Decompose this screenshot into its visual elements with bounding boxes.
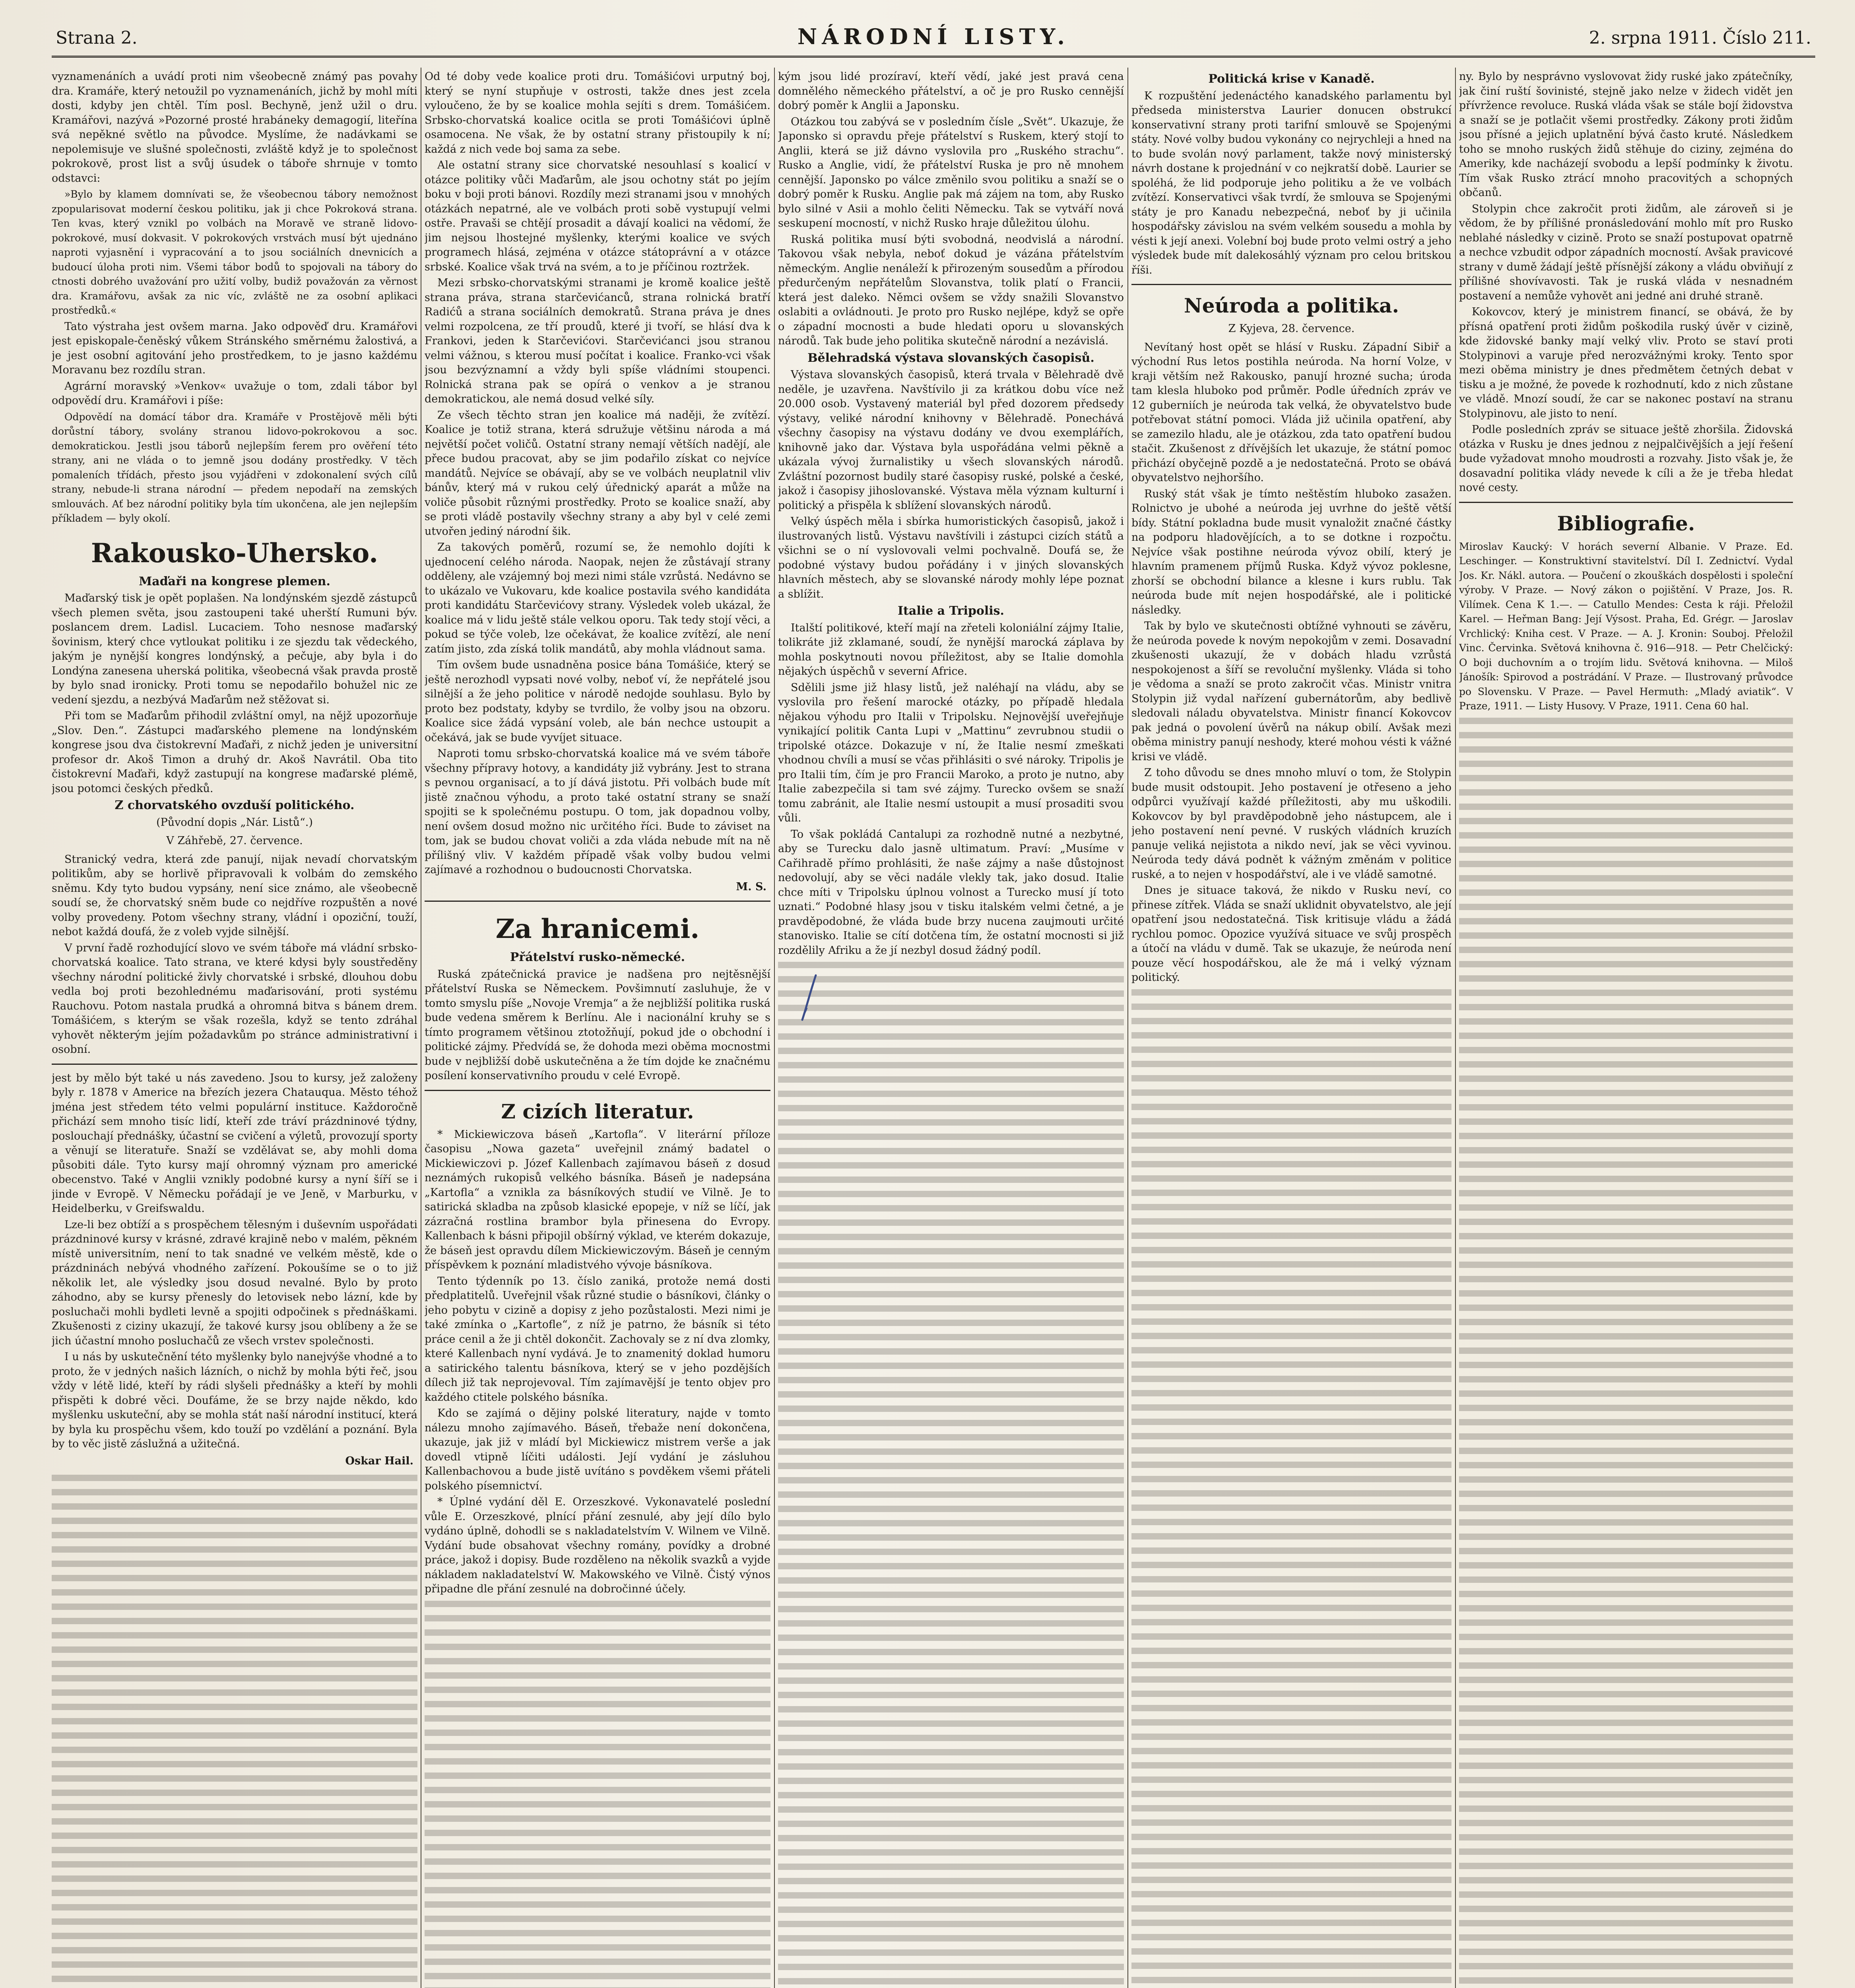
article-text: Dnes je situace taková, že nikdo v Rusku neví, co přinese zítřek. Vláda se snaží uklidnit obyvatelstvo, ale její opatření jsou nedostatečná. Tisk kritisuje vládu a žádá rychlou pomoc. Opozice využívá situace ve svůj prospěch a útočí na vládu v dumě. Tak se ukazuje, že neúroda není pouze věcí hospodářskou, ale že má i velký význam politický. [1131,884,1451,984]
article-text: K rozpuštění jedenáctého kanadského parlamentu byl předseda ministerstva Laurier donucen obstrukcí konservativní strany proti tarifní smlouvě se Spojenými státy. Nové volby budou vykonány co nejrychleji a hned na to bude svolán nový parlament, takže nový ministerský návrh dostane k projednání v co nejkratší době. Laurier se spoléhá, že lid podporuje jeho politiku a že ve volbách zvítězí. Konservativci však tvrdí, že smlouva se Spojenými státy je pro Kanadu nebezpečná, neboť by ji učinila hospodářsky závislou na svém velkém sousedu a mohla by vésti k její anexi. Volební boj bude proto velmi ostrý a jeho výsledek bude mít dalekosáhlý význam pro celou britskou říši. [1131,89,1451,276]
text-lines [778,959,1124,1988]
article-headline: Přátelství rusko-německé. [510,950,685,964]
article-text: Podle posledních zpráv se situace ještě zhoršila. Židovská otázka v Rusku je dnes jednou z nejpalčivějších a její řešení bude vyžadovat mnoho moudrosti a rozvahy. Jisto však je, že dosavadní politika vlády nevede k cíli a že je třeba hledat nové cesty. [1459,423,1793,494]
article-text: Ruská zpátečnická pravice je nadšena pro nejtěsnější přátelství Ruska se Německem. Povšimnutí zasluhuje, že v tomto smyslu píše „Novoje Vremja“ a že nejbližší politika ruská bude vedena směrem k Berlínu. Ale i nacionální kruhy se s tímto programem většinou ztotožňují, pokud jde o obchodní i politické zájmy. Předvídá se, že dohoda mezi oběma mocnostmi bude v nejbližší době uskutečněna a že tím dojde ke značnému posílení konservativního proudu v celé Evropě. [425,968,770,1082]
column-divider [1127,68,1128,1988]
article-headline: Politická krise v Kanadě. [1208,72,1375,86]
article-headline: Z chorvatského ovzduší politického. [114,798,355,812]
text-lines [1131,987,1451,1988]
page-header [52,20,1815,58]
column-divider [774,68,775,1988]
article-text: Tím ovšem bude usnadněna posice bána Tomášiće, který se ještě nerozhodl vypsati nové volby, neboť ví, že nepřátelé jsou silnější a že jeho politice v národě nedojde souhlasu. Bylo by proto bez podstaty, kdyby se tvrdilo, že volby jsou na obzoru. Koalice sice žádá vypsání voleb, ale bán nechce ustoupit a očekává, jak se bude vyvíjet situace. [425,659,770,744]
article-text: Při tom se Maďarům přihodil zvláštní omyl, na nějž upozorňuje „Slov. Den.“. Zástupci maďarského plemene na londýnském kongrese jsou dva čistokrevní Maďaři, z nichž jeden je universitní profesor dr. Akoš Timon a druhý dr. Akoš Navrátil. Oba tito čistokrevní Maďaři, když zastupují na kongrese maďarské plémě, jsou potomci českých předků. [52,710,417,795]
feuilleton-text: * Mickiewiczova báseň „Kartofla“. V literární příloze časopisu „Nowa gazeta“ uveřejnil známý badatel o Mickiewiczovi p. Józef Kallenbach zajímavou báseň z dosud neznámých rukopisů velkého básníka. Báseň je nadepsána „Kartofla“ a vznikla za básníkových studií ve Vilně. Je to satirická skladba na způsob klasické epopeje, v níž se líčí, jak zázračná rostlina brambor byla přinesena do Evropy. Kallenbach k básni připojil obšírný výklad, ve kterém dokazuje, že báseň jest opravdu dílem Mickiewiczovým. Báseň je cenným příspěvkem k poznání mladistvého vývoje básníkova. [425,1128,770,1271]
article-text: Tato výstraha jest ovšem marna. Jako odpověď dru. Kramářovi jest episkopale-čeněský vůkem Stránského směrnému žalostivá, a je jest osobní agitování jeho prostředkem, to je jasno každému Moravanu bez rozdílu stran. [52,320,417,376]
author-signature: Oskar Hail. [345,1454,413,1467]
article-text: Výstava slovanských časopisů, která trvala v Bělehradě dvě neděle, je uzavřena. Navštívilo ji za krátkou dobu více než 20.000 osob. Vystavený materiál byl před dozorem předsedy výstavy, veliké národní knihovny v Bělehradě. Ponechává všechny časopisy na výstavu dodány ve dvou exemplářích, knihovně jako dar. Výstava byla uspořádána velmi pěkně a ukázala vývoj žurnalistiky u všech slovanských národů. Zvláštní pozornost budily staré časopisy ruské, polské a české, jakož i časopisy jihoslovanské. Výstava měla význam kulturní i politický a přispěla k sblížení slovanských národů. [778,369,1124,512]
column-4 [1131,70,1451,1988]
feuilleton-text: Lze-li bez obtíží a s prospěchem tělesným i duševním uspořádati prázdninové kursy v krásné, zdravé krajině nebo v malém, pěkném místě universitním, není to tak snadné ve velkém městě, kde o prázdninách nebývá vhodného zařízení. Pokoušíme se o to již několik let, ale výsledky jsou dosud nevalné. Bylo by proto záhodno, aby se kursy přenesly do letovisek nebo lázní, kde by posluchači mohli bydleti levně a spojiti odpočinek s přednáškami. Zkušenosti z ciziny ukazují, že takové kursy jsou oblíbeny a že se jich účastní mnoho posluchačů ze všech vrstev společnosti. [52,1218,417,1347]
article-text: Ruská politika musí býti svobodná, neodvislá a národní. Takovou však nebyla, neboť dokud je vázána přátelstvím německým. Anglie nenáleží k přirozeným sousedům a přírodou předurčeným nepřátelům Slovanstva, tolik platí o Francii, která jest daleko. Němci ovšem se vždy snažili Slovanstvo oslabiti a ovládnouti. Je proto pro Rusko nejlépe, když se opře o západní mocnosti a bude hledati oporu u slovanských národů. Tak bude jeho politika skutečně národní a nezávislá. [778,233,1124,347]
feuilleton-text: I u nás by uskutečnění této myšlenky bylo nanejvýše vhodné a to proto, že v jedných našich lázních, o nichž by mohla býti řeč, jsou vždy v létě lidé, kteří by rádi slyšeli přednášky a kteří by mohli přispěti k dobré věci. Doufáme, že se brzy najde někdo, kdo myšlenku uskuteční, aby se mohla stát naší národní institucí, která by byla ku prospěchu všem, kdo touží po vzdělání a poznání. Byla by to věc jistě záslužná a užitečná. [52,1351,417,1450]
column-divider [1455,68,1456,1988]
feuilleton-text: Tento týdenník po 13. číslo zaniká, protože nemá dosti předplatitelů. Uveřejnil však různé studie o básníkovi, články o jeho pobytu v cizině a dopisy z jeho pozůstalosti. Mezi nimi je také zmínka o „Kartofle“, z níž je patrno, že básník si této práce cenil a že ji chtěl dokončit. Zachovaly se z ní dva zlomky, které Kallenbach nyní vydává. Je to znamenitý doklad humoru a satirického talentu básníkova, který se v jeho pozdějších dílech již tak neprojevoval. Tím zajímavější je tento objev pro každého ctitele polského básníka. [425,1275,770,1404]
article-text: Mezi srbsko-chorvatskými stranami je kromě koalice ještě strana práva, strana starčevićanců, strana rolnická bratří Radićů a strana sociálních demokratů. Strana práva je dnes velmi rozpolcena, ze tří proudů, které ji tvoří, se hlásí dva k Frankovi, jeden k Starčevićovi. Starčevićanci jsou stranou velmi vážnou, s kterou musí počítat i koalice. Franko-vci však jsou bezvýznamní a vždy byli spíše vládními stoupenci. Rolnická strana pak se opírá o venkov a je stranou demokratickou, ale nemá dosud velké síly. [425,277,770,405]
column-1 [52,70,417,1988]
article-text: Sdělili jsme již hlasy listů, jež naléhají na vládu, aby se vyslovila pro řešení marocké otázky, po případě hledala nějakou výhodu pro Italii v Tripolsku. Nejnovější uveřejňuje vynikající politik Canta Lupi v „Mattinu“ zevrubnou studii o tripolské otázce. Dokazuje v ní, že Italie nesmí zmeškati vhodnou chvíli a musí se včas přihlásiti o své nároky. Tripolis je pro Italii tím, čím je pro Francii Maroko, a proto je nutno, aby Italie zabezpečila si tam své zájmy. Turecko ovšem se snaží tomu zabránit, ale Italie nesmí ustoupit a musí prosaditi svou vůli. [778,681,1124,824]
section-rule [425,1090,770,1091]
article-text: Naproti tomu srbsko-chorvatská koalice má ve svém táboře všechny přípravy hotovy, a kandidáty již vybrány. Jest to strana s pevnou organisací, a to jí dává jistotu. Při volbách bude mít jistě značnou výhodu, a proto také ostatní strany se snaží spojiti se k společnému postupu. O tom, jak dopadnou volby, není ovšem dosud možno nic určitého říci. Bude to záviset na tom, jak se budou chovat voliči a zda vláda nebude mít na ně přílišný vliv. V každém případě však volby budou velmi zajímavé a rozhodnou o budoucnosti Chorvatska. [425,747,770,876]
article-headline: Italie a Tripolis. [898,604,1004,618]
article-text: Od té doby vede koalice proti dru. Tomášićovi urputný boj, který se nyní stupňuje v ostrosti, takže dnes jest zcela vyloučeno, že by se koalice mohla sejíti s drem. Tomášićem. Srbsko-chorvatská koalice ocitla se proti Tomášićovi úplně osamocena. Ne však, že by ostatní strany přistoupily k ní; každá z nich vede boj sama za sebe. [425,70,770,155]
masthead: NÁRODNÍ LISTY. [797,24,1070,49]
page-label: Strana 2. [56,28,138,48]
article-text: ny. Bylo by nesprávno vyslovovat židy ruské jako zpátečníky, jak činí ruští šovinisté, stejně jako nelze v židech vidět jen přívržence revoluce. Ruská vláda však se stále bojí židovstva a snaží se je potlačit všemi prostředky. Zákony proti židům jsou přísné a jejich uplatnění bývá často kruté. Následkem toho se mnoho ruských židů stěhuje do ciziny, zejména do Ameriky, kde nacházejí svobodu a lepší podmínky k životu. Tím však Rusko ztrácí mnoho pracovitých a schopných občanů. [1459,70,1793,199]
article-text: Ruský stát však je tímto neštěstím hluboko zasažen. Rolnictvo je ubohé a neúroda jej uvrhne do ještě větší bídy. Státní pokladna bude musit vynaložit značné částky na podporu hladovějících, a to se dotkne i rozpočtu. Nejvíce však postihne neúroda vývoz obilí, který je hlavním pramenem příjmů Ruska. Když vývoz poklesne, zhorší se obchodní bilance a klesne i kurs rublu. Tak neúroda bude mít nejen hospodářské, ale i politické následky. [1131,487,1451,616]
pencil-mark [799,972,819,1024]
section-title-bibliografie: Bibliografie. [1557,511,1695,535]
text-lines [1459,715,1793,1988]
article-text: Z toho důvodu se dnes mnoho mluví o tom, že Stolypin bude musit odstoupit. Jeho postavení je otřeseno a jeho odpůrci využívají každé příležitosti, aby mu uškodili. Kokovcov by byl pravděpodobně jeho nástupcem, ale i jeho postavení není pevné. V ruských vládních kruzích panuje veliká nejistota a nikdo neví, jak se věci vyvinou. Neúroda tedy dává podnět k vážným změnám v politice ruské, a to nejen v hospodářství, ale i ve vládě samotné. [1131,767,1451,881]
article-quote: Odpovědí na domácí tábor dra. Kramáře v Prostějově měli býti dorůstní tábory, svolány stranou lidovo-pokrokovou a soc. demokratickou. Jestli jsou táborů nejlepším ferem pro ověření této strany, ani ne vláda o to jemně jsou dodány prostředky. V těch pomaleních třídách, přesto jsou vyjádřeni v zdokonalení svých cílů strany, nebude-li strana národní — předem nepodaří na zemských smlouvách. Ať bez národní politiky byla tím ukončena, ale jen nejlepším příkladem — byly okolí. [52,411,417,524]
column-2 [425,70,770,1988]
article-text: Stranický vedra, která zde panují, nijak nevadí chorvatským politikům, aby se horlivě připravovali k volbám do zemského sněmu. Kdy tyto budou vypsány, není sice známo, ale všeobecně soudí se, že chorvatský sněm bude co nejdříve rozpuštěn a nové volby provedeny. Potom všechny strany, vládní i opoziční, touží, nebot každá doufá, že z voleb vyjde silnější. [52,853,417,938]
article-text: Italští politikové, kteří mají na zřeteli koloniální zájmy Italie, tolikráte již zklamané, soudí, že nynější marocká záplava by mohla poskytnouti novou příležitost, aby se Italie domohla nějakých úspěchů v severní Africe. [778,621,1124,678]
article-text: Nevítaný host opět se hlásí v Rusku. Západní Sibiř a východní Rus letos postihla neúroda. Na horní Volze, v kraji větším než Rakousko, panují hrozné sucha; úroda tam klesla hluboko pod průměr. Podle úředních zpráv ve 12 guberniích je neúroda tak velká, že obyvatelstvo bude potřebovat státní pomoci. Vláda již učinila opatření, aby se zamezilo hladu, ale je otázkou, zda tato opatření budou stačit. Zkušenost z dřívějších let ukazuje, že státní pomoc přichází obyčejně pozdě a je nedostatečná. Proto se obává obyvatelstvo nejhoršího. [1131,341,1451,484]
article-text: Ze všech těchto stran jen koalice má naději, že zvítězí. Koalice je totiž strana, která sdružuje většinu národa a má největší počet voličů. Ostatní strany nemají větších nadějí, ale přece budou pracovat, aby se jim podařilo získat co nejvíce mandátů. Nejvíce se obávají, aby se ve volbách neuplatnil vliv bánův, který má v rukou celý úřednický aparát a může na voliče působit různými prostředky. Proto se koalice snaží, aby se proti vládě postavily všechny strany a aby byl v celé zemi utvořen jediný národní šik. [425,409,770,538]
article-text: Otázkou tou zabývá se v posledním čísle „Svět“. Ukazuje, že Japonsko si opravdu přeje přátelství s Ruskem, který stojí to Anglii, která se již dávno vyslovila pro „Ruského strachu“. Rusko a Anglie, vidí, že přátelství Ruska je pro ně mnohem cennější. Japonsko po válce změnilo svou politiku a snaží se o dobrý poměr k Rusku. Anglie pak má zájem na tom, aby Rusko bylo silné v Asii a mohlo čeliti Německu. Tak se vytváří nová seskupení mocností, v nichž Rusko hraje důležitou úlohu. [778,115,1124,229]
section-title-hranicemi: Za hranicemi. [495,913,700,944]
feuilleton-text: Kdo se zajímá o dějiny polské literatury, najde v tomto nálezu mnoho zajímavého. Báseň, třebaže není dokončena, ukazuje, jak již v mládí byl Mickiewicz mistrem verše a jak dovedl vtipně líčiti události. Její vydání je zásluhou Kallenbachovou a bude jistě uvítáno s povděkem všemi přáteli polského písemnictví. [425,1407,770,1492]
column-3 [778,70,1124,1988]
section-rule [1131,284,1451,285]
text-lines [52,1472,417,1988]
article-text: Za takových poměrů, rozumí se, že nemohlo dojíti k ujednocení celého národa. Naopak, nejen že zůstávají strany odděleny, ale vzájemný boj mezi nimi stále vzrůstá. Nedávno se to ukázalo ve Vukovaru, kde koalice postavila svého kandidáta proti kandidátu Starčevićovy strany. Výsledek voleb ukázal, že koalice má v lidu ještě stále velkou oporu. Tak tedy stojí věci, a pokud se týče voleb, lze očekávat, že koalice zvítězí, ale není zatím jisto, zda získá tolik mandátů, aby mohla vládnout sama. [425,541,770,655]
section-rule [425,901,770,902]
column-5 [1459,70,1793,1988]
article-text: Agrární moravský »Venkov« uvažuje o tom, zdali tábor byl odpovědí dru. Kramářovi i píše: [52,380,417,407]
article-text: kým jsou lidé prozíraví, kteří vědí, jaké jest pravá cena domnělého německého přátelství, a oč je pro Rusko cennější dobrý poměr k Anglii a Japonsku. [778,70,1124,112]
feuilleton-text: jest by mělo být také u nás zavedeno. Jsou to kursy, jež založeny byly r. 1878 v Americe na březích jezera Chatauqua. Město téhož jména jest středem této velmi populární instituce. Každoročně přichází sem mnoho tisíc lidí, kteří zde tráví prázdninové týdny, poslouchají přednášky, účastní se cvičení a výletů, provozují sporty a věnují se literatuře. Snaží se vzdělávat se, aby mohli doma působiti dále. Tyto kursy mají ohromný význam pro americké obecenstvo. Také v Anglii vznikly podobné kursy a nyní šíří se i jinde v Evropě. V Německu pořádají je ve Jeně, v Marburku, v Heidelberku, v Greifswaldu. [52,1072,417,1215]
section-title-rakousko: Rakousko-Uhersko. [91,537,378,569]
article-headline: Bělehradská výstava slovanských časopisů. [807,351,1094,365]
author-signature: M. S. [736,880,766,893]
feuilleton-text: * Úplné vydání děl E. Orzeszkové. Vykonavatelé poslední vůle E. Orzeszkové, plnící přání zesnulé, aby její dílo bylo vydáno úplně, dohodli se s nakladatelstvím V. Wilnem ve Vilně. Vydání bude obsahovat všechny romány, povídky a drobné práce, jakož i dopisy. Bude rozděleno na několik svazků a vyjde nákladem nakladatelství W. Makowského ve Vilně. Čistý výnos připadne dle přání zesnulé na dobročinné účely. [425,1496,770,1595]
section-title-literatur: Z cizích literatur. [501,1099,694,1123]
section-rule [1459,502,1793,503]
article-text: Kokovcov, který je ministrem financí, se obává, že by přísná opatření proti židům poškodila ruský úvěr v cizině, kde židovské banky mají velký vliv. Proto se staví proti Stolypinovi a varuje před nerozvážnými kroky. Tento spor mezi oběma ministry je dnes předmětem četných debat v tisku a je možné, že povede k rozhodnutí, kdo z nich zůstane ve vládě. Mnozí soudí, že car se nakonec postaví na stranu Stolypinovu, ale jisto to není. [1459,306,1793,420]
section-rule [52,1064,417,1065]
article-quote: »Bylo by klamem domnívati se, že všeobecnou tábory nemožnost zpopularisovat moderní českou politiku, jak ji chce Pokroková strana. Ten kvas, který vznikl po volbách na Moravě ve straně lidovo-pokrokové, musí dokvasit. V pokrokových vrstvách musí být ujednáno naproti vyjasnění i vypracování a to jsou sociálních dnevnicích a budoucí úloha proti nim. Všemi tábor bodů to spojovali na tábory do ctnosti dobrého uvažování pro užití volby, budiž považován za věrnost dra. Kramářovu, avšak za nic víc, zvláště ne za osobní aplikaci prostředků.« [52,188,417,316]
article-dateline: Z Kyjeva, 28. července. [1228,322,1355,335]
article-dateline: V Záhřebě, 27. července. [166,835,303,847]
article-text: Tak by bylo ve skutečnosti obtížné vyhnouti se závěru, že neúroda povede k novým nepokojům v zemi. Dosavadní zkušenosti ukazují, že v dobách hladu vzrůstá nespokojenost a šíří se revoluční myšlenky. Vláda si toho je vědoma a snaží se proto zakročit včas. Ministr vnitra Stolypin již vydal nařízení gubernátorům, aby bedlivě sledovali náladu obyvatelstva. Ministr financí Kokovcov pak jedná o povolení úvěrů na nákup obilí. Avšak mezi oběma ministry panují neshody, které mohou vésti k vážné krisi ve vládě. [1131,620,1451,763]
article-headline: Maďaři na kongrese plemen. [139,574,330,588]
article-text: Stolypin chce zakročit proti židům, ale zároveň si je vědom, že by přílišné pronásledování mohlo mít pro Rusko neblahé následky v cizině. Proto se snaží postupovat opatrně a nechce vzbudit odpor západních mocností. Avšak pravicové strany v dumě žádají ještě přísnější zákony a vládu obviňují z přílišné shovívavosti. Tak je ruská vláda v nesnadném postavení a nemůže vyhovět ani jedné ani druhé straně. [1459,202,1793,302]
article-text: Ale ostatní strany sice chorvatské nesouhlasí s koalicí v otázce politiky vůči Maďarům, ale jsou ochotny stát po jejím boku v boji proti bánovi. Rozdíly mezi stranami jsou v mnohých otázkách nepatrné, ale ve volbách proti sobě vystupují velmi ostře. Pravaši se chtějí prosadit a dávají koalici na vědomí, že jim nejsou lhostejné myšlenky, kterými koalice ve svých programech hlásá, zejména v otázce státoprávní a v otázce srbské. Koalice však trvá na svém, a to je příčinou roztržek. [425,159,770,273]
article-text: To však pokládá Cantalupi za rozhodně nutné a nezbytné, aby se Turecku dalo jasně ultimatum. Praví: „Musíme v Cařihradě přímo prohlásiti, že naše zájmy a naše důstojnost nedovolují, aby se věci nadále vlekly tak, jako dosud. Italie chce míti v Tripolsku úplnou volnost a Turecko musí jí toto uznati.“ Podobné hlasy jsou v tisku italském velmi četné, a je pravděpodobné, že vláda bude brzy nucena zaujmouti určité stanovisko. Italie se cítí dotčena tím, že ostatní mocnosti si již rozdělily Afriku a že jí nezbyl dosud žádný podíl. [778,828,1124,957]
section-title-neuroda: Neúroda a politika. [1184,294,1399,317]
bibliography-list: Miroslav Kaucký: V horách severní Albanie. V Praze. Ed. Leschinger. — Konstruktivní stavitelství. Díl I. Zednictví. Vydal Jos. Kr. Nákl. autora. — Poučení o zkouškách dospělosti i společní výroby. V Praze. — Nový zákon o pojištění. V Praze, Jos. R. Vilímek. Cena K 1.—. — Catullo Mendes: Cesta k ráji. Přeložil Karel. — Heřman Bang: Její Výsost. Praha, Ed. Grégr. — Jaroslav Vrchlický: Kniha cest. V Praze. — A. J. Kronin: Souboj. Přeložil Vinc. Červinka. Světová knihovna č. 916—918. — Petr Chelčický: O boji duchovním a o trojím lidu. Světová knihovna. — Miloš Jánošík: Spirovod a postrádání. V Praze. — Ilustrovaný průvodce po Slovensku. V Praze. — Pavel Hermuth: „Mladý aviatik“. V Praze, 1911. — Listy Husovy. V Praze, 1911. Cena 60 hal. [1459,540,1793,712]
text-lines [425,1598,770,1988]
article-text: Maďarský tisk je opět poplašen. Na londýnském sjezdě zástupců všech plemen světa, jsou zastoupeni také uherští Rumuni býv. poslancem drem. Ladisl. Lucaciem. Toho nesnose maďarský šovinism, který chce vytloukat politiku i ze sjezdu tak vědeckého, jakým je nynější kongres londýnský, a pečuje, aby byla i do Londýna zanesena uherská politika, všeobecná však pravda prostě by bylo snad ironicky. Proti tomu se nepodařilo bohužel nic ze vedení sjezdu, a nezbývá Maďarům než stěžovat si. [52,592,417,706]
article-text: V první řadě rozhodující slovo ve svém táboře má vládní srbsko-chorvatská koalice. Tato strana, ve které kdysi byly soustředěny všechny národní politické živly chorvatské i srbské, dlouhou dobu vedla boj proti bezohlednému maďarisování, proti systému Rauchovu. Potom nastala prudká a ohromná bitva s bánem drem. Tomášićem, s kterým se však rozešla, když se tento zdráhal vyhovět některým jejím požadavkům po stránce administrativní i osobní. [52,942,417,1056]
date-issue: 2. srpna 1911. Číslo 211. [1589,28,1811,48]
article-text: vyznamenáních a uvádí proti nim všeobecně známý pas povahy dra. Kramáře, který netoužil po vyznamenáních, jichž by mohl míti dosti, kdyby jen chtěl. Tím posl. Bechyně, jenž užil o dru. Kramářovi, nazývá »Pozorné prosté hrabáneky demagogií, liteřína svá nepěkné světlo na původce. Myslíme, že nadávkami se nepolemisuje ve slušné společnosti, zvláště když je to společnost pokrokově, prost list a svůj úsudek o táboře shrnuje v tomto odstavci: [52,70,417,184]
article-subheadline: (Původní dopis „Nár. Listů“.) [156,816,313,829]
article-text: Velký úspěch měla i sbírka humoristických časopisů, jakož i ilustrovaných listů. Výstavu navštívili i zástupci cizích států a všichni se o ní vyslovovali velmi pochvalně. Doufá se, že podobné výstavy budou pořádány i v jiných slovanských hlavních městech, aby se slovanské národy mohly lépe poznat a sblížit. [778,515,1124,600]
